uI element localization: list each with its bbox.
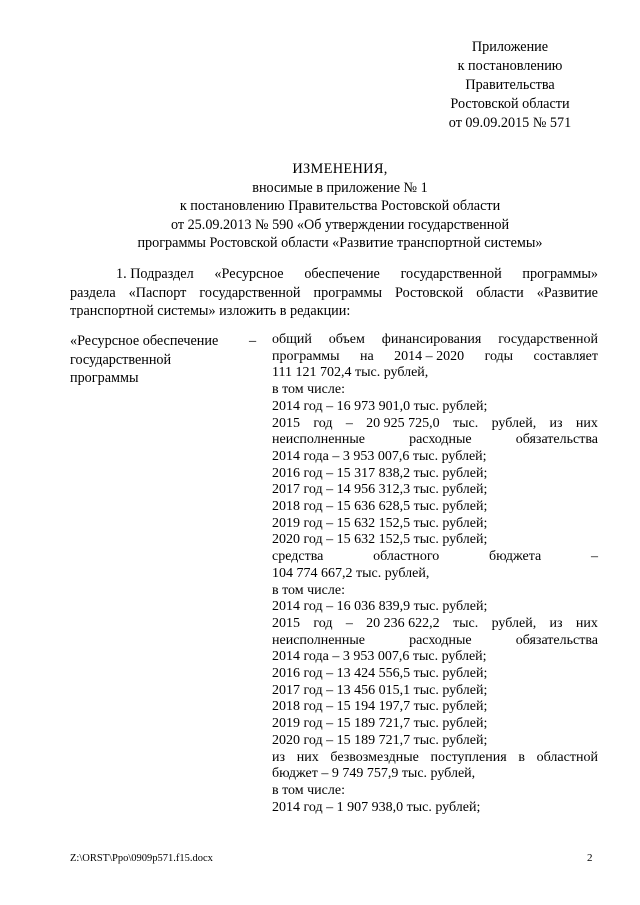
word: из <box>272 749 286 765</box>
page-number: 2 <box>587 852 593 864</box>
funding-line: бюджет – 9 749 757,9 тыс. рублей, <box>272 766 476 782</box>
word: рублей, <box>491 415 537 431</box>
word: 20 236 622,2 <box>366 615 440 631</box>
word: обязательства <box>515 632 598 648</box>
title-line: программы Ростовской области «Развитие транспортной системы» <box>137 235 543 251</box>
word: – <box>345 615 353 631</box>
funding-line <box>272 416 598 433</box>
funding-line <box>272 349 598 366</box>
funding-line: 2019 год – 15 189 721,7 тыс. рублей; <box>272 716 488 732</box>
file-path: Z:\ORST\Ppo\0909p571.f15.docx <box>70 853 213 864</box>
word: программы <box>272 348 340 364</box>
paragraph-line: транспортной системы» изложить в редакции: <box>70 303 351 320</box>
paragraph-line <box>70 284 598 303</box>
word: объем <box>328 332 365 347</box>
funding-line: 2014 года – 3 953 007,6 тыс. рублей; <box>272 448 487 464</box>
word: областного <box>373 549 440 565</box>
funding-line: в том числе: <box>272 382 345 398</box>
word: них <box>296 749 319 765</box>
title-line: вносимые в приложение № 1 <box>252 179 428 196</box>
word: неисполненные <box>272 432 366 448</box>
funding-line <box>272 750 598 767</box>
word: 2015 <box>272 615 300 631</box>
word: Ростовской <box>395 284 464 301</box>
funding-line <box>272 432 598 449</box>
funding-line: 2020 год – 15 632 152,5 тыс. рублей; <box>272 532 488 548</box>
word: рублей, <box>491 615 537 631</box>
funding-line: 2018 год – 15 636 628,5 тыс. рублей; <box>272 499 488 515</box>
word: раздела <box>70 284 116 301</box>
label-line: «Ресурсное обеспечение <box>70 333 219 349</box>
word: расходные <box>409 632 472 648</box>
word: год <box>313 615 333 631</box>
word: «Развитие <box>536 284 598 301</box>
resource-label <box>70 332 230 388</box>
word: тыс. <box>453 415 479 431</box>
funding-line: 2019 год – 15 632 152,5 тыс. рублей; <box>272 515 488 531</box>
body-paragraph <box>70 265 598 321</box>
funding-line: 2017 год – 14 956 312,3 тыс. рублей; <box>272 482 488 498</box>
word: программы» <box>522 266 598 282</box>
funding-line: 111 121 702,4 тыс. рублей, <box>272 365 429 381</box>
word: бюджета <box>489 549 542 565</box>
word: тыс. <box>453 615 479 631</box>
funding-line: 2018 год – 15 194 197,7 тыс. рублей; <box>272 699 488 715</box>
word: поступления <box>430 749 507 765</box>
word: финансирования <box>381 332 482 347</box>
funding-line: в том числе: <box>272 582 345 598</box>
word: безвозмездные <box>330 749 419 765</box>
appendix-line: к постановлению <box>457 58 563 74</box>
funding-line: 2017 год – 13 456 015,1 тыс. рублей; <box>272 682 488 698</box>
funding-line: 104 774 667,2 тыс. рублей, <box>272 565 430 581</box>
funding-details <box>272 332 598 816</box>
separator-dash: – <box>249 333 257 349</box>
appendix-line: Ростовской области <box>450 96 570 112</box>
label-line: программы <box>70 370 139 386</box>
word: в <box>518 749 525 765</box>
funding-line <box>272 633 598 650</box>
word: расходные <box>409 432 472 448</box>
word: них <box>575 415 598 431</box>
word: годы <box>484 348 514 364</box>
funding-line <box>272 332 598 349</box>
funding-line: 2014 года – 3 953 007,6 тыс. рублей; <box>272 649 487 665</box>
word: «Ресурсное <box>214 266 284 282</box>
funding-line: 2014 год – 16 973 901,0 тыс. рублей; <box>272 398 488 414</box>
paragraph-line <box>70 265 598 284</box>
funding-line: 2020 год – 15 189 721,7 тыс. рублей; <box>272 732 488 748</box>
word: 2015 <box>272 415 300 431</box>
funding-line <box>272 616 598 633</box>
word: 2014 – 2020 <box>394 348 465 364</box>
title-line: к постановлению Правительства Ростовской области <box>179 198 501 214</box>
title-line: от 25.09.2013 № 590 «Об утверждении государственной <box>170 216 510 233</box>
word: неисполненные <box>272 632 366 648</box>
word: на <box>360 348 374 364</box>
word: общий <box>272 332 312 347</box>
word: – <box>591 549 598 565</box>
funding-line: 2014 год – 1 907 938,0 тыс. рублей; <box>272 799 481 815</box>
word: 1. Подраздел <box>116 266 194 282</box>
word: из <box>549 615 563 631</box>
word: год <box>313 415 333 431</box>
appendix-line: Приложение <box>471 39 549 55</box>
funding-line <box>272 549 598 566</box>
appendix-line: от 09.09.2015 № 571 <box>448 115 572 131</box>
funding-line: 2016 год – 15 317 838,2 тыс. рублей; <box>272 465 488 481</box>
word: 20 925 725,0 <box>366 415 440 431</box>
word: – <box>345 415 353 431</box>
title-heading: ИЗМЕНЕНИЯ, <box>292 161 388 177</box>
word: государственной <box>199 284 301 301</box>
word: них <box>575 615 598 631</box>
word: «Паспорт <box>128 284 187 301</box>
appendix-block <box>400 38 620 133</box>
word: программы <box>313 284 383 301</box>
funding-line: в том числе: <box>272 782 345 798</box>
word: государственной <box>400 266 502 282</box>
funding-line: 2014 год – 16 036 839,9 тыс. рублей; <box>272 599 488 615</box>
word: составляет <box>533 348 598 364</box>
word: области <box>476 284 524 301</box>
word: средства <box>272 549 324 565</box>
funding-line: 2016 год – 13 424 556,5 тыс. рублей; <box>272 666 488 682</box>
word: государственной <box>498 332 598 347</box>
word: обязательства <box>515 432 598 448</box>
word: областной <box>536 749 598 765</box>
label-line: государственной <box>70 351 172 368</box>
word: из <box>549 415 563 431</box>
word: обеспечение <box>304 266 380 282</box>
appendix-line: Правительства <box>465 77 555 93</box>
document-title <box>90 160 590 253</box>
